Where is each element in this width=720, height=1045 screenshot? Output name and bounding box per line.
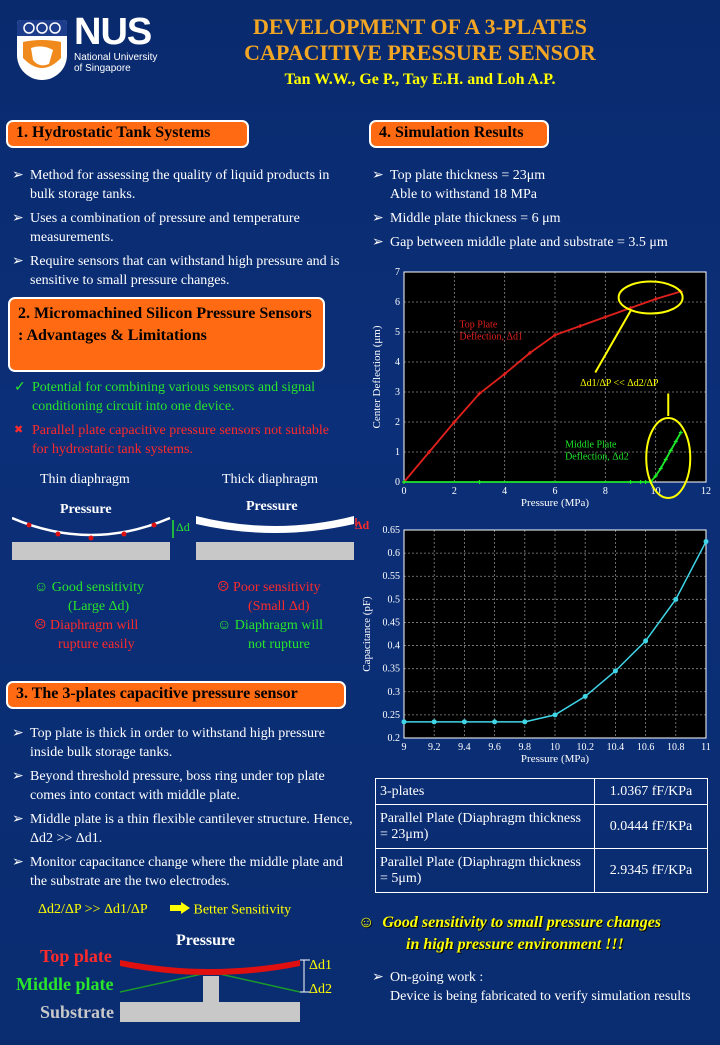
arrow-bullet-icon: ➢	[12, 855, 24, 870]
thick-diaphragm-diagram	[196, 498, 376, 562]
arrow-bullet-icon: ➢	[372, 168, 384, 183]
table-cell-value: 0.0444 fF/KPa	[595, 805, 708, 849]
bullet-text-2: Able to withstand 18 MPa	[390, 187, 537, 202]
data-point	[553, 712, 558, 717]
check-icon: ✓	[14, 380, 26, 395]
title-line-1: DEVELOPMENT OF A 3-PLATES	[253, 14, 587, 39]
y-tick-label: 0.4	[387, 640, 400, 652]
table-row	[376, 779, 708, 805]
ongoing-title: On-going work :	[390, 970, 484, 985]
ratio-statement: Δd2/ΔP >> Δd1/ΔP	[38, 902, 148, 917]
arrow-bullet-icon: ➢	[12, 211, 24, 226]
thick-diaphragm-cons	[217, 578, 321, 616]
middle-plate-label: Middle plate	[16, 974, 114, 994]
thick-con-line-1: ☹ Poor sensitivity	[217, 580, 321, 595]
arrow-bullet-icon: ➢	[12, 168, 24, 183]
y-tick-label: 0.3	[387, 686, 400, 698]
advantage-text: Potential for combining various sensors and signal conditioning circuit into one device.	[32, 380, 316, 414]
arrow-bullet-icon: ➢	[12, 812, 24, 827]
y-tick-label: 7	[395, 267, 400, 278]
y-tick-label: 3	[395, 387, 400, 398]
data-point	[673, 597, 678, 602]
bullet-text: Uses a combination of pressure and temperature measurements.	[30, 211, 300, 245]
y-tick-label: 0.55	[382, 571, 400, 583]
thin-diaphragm-cons	[34, 616, 138, 654]
table-row	[376, 805, 708, 849]
section-3-title: 3. The 3-plates capacitive pressure sensor	[6, 681, 346, 709]
x-tick-label: 6	[552, 486, 558, 497]
poster-title	[180, 14, 660, 66]
y-tick-label: 1	[395, 447, 400, 458]
thick-pro-line-2: not rupture	[248, 637, 310, 652]
x-tick-label: 10.6	[636, 742, 655, 753]
capacitance-chart	[358, 522, 714, 770]
y-tick-label: 0	[395, 477, 400, 488]
top-plate-annotation-2: Deflection, Δd1	[459, 331, 524, 343]
bullet	[12, 810, 357, 848]
bullet	[372, 209, 717, 228]
y-tick-label: 0.2	[387, 733, 400, 744]
y-axis-label: Center Deflection (μm)	[371, 325, 383, 429]
thick-con-line-2: (Small Δd)	[248, 599, 310, 614]
bullet-text: Require sensors that can withstand high pressure and is sensitive to small pressure changes.	[30, 254, 340, 288]
bullet-text: Gap between middle plate and substrate = 3.5 μm	[390, 235, 668, 250]
deflection-chart	[366, 262, 716, 514]
pressure-label: Pressure	[246, 499, 298, 514]
thin-con-line-2: rupture easily	[58, 637, 135, 652]
nus-crest-logo	[17, 20, 67, 80]
x-tick-label: 9.2	[427, 742, 441, 753]
y-tick-label: 0.6	[387, 548, 400, 560]
section-3-bullets	[12, 724, 357, 896]
x-tick-label: 10.4	[606, 742, 625, 753]
authors: Tan W.W., Ge P., Tay E.H. and Loh A.P.	[284, 71, 556, 88]
data-point	[432, 719, 437, 724]
data-point	[643, 638, 648, 643]
table-cell-value: 1.0367 fF/KPa	[595, 779, 708, 805]
data-point	[704, 539, 709, 544]
top-plate-annotation-1: Top Plate	[459, 319, 498, 331]
x-tick-label: 10	[550, 742, 560, 753]
table-cell-label: Parallel Plate (Diaphragm thickness = 5μm)	[376, 849, 595, 893]
thin-diaphragm-pros	[34, 578, 144, 616]
y-tick-label: 0.65	[382, 525, 400, 536]
x-tick-label: 10.8	[667, 742, 685, 753]
section-4-bullets	[372, 166, 717, 257]
y-tick-label: 6	[395, 297, 400, 308]
title-line-2: CAPACITIVE PRESSURE SENSOR	[244, 40, 596, 65]
three-plate-diagram	[0, 930, 360, 1040]
ratio-annotation: Δd1/ΔP << Δd2/ΔP	[580, 378, 659, 389]
arrow-bullet-icon: ➢	[372, 211, 384, 226]
ongoing-work	[372, 968, 712, 1011]
table-cell-label: 3-plates	[376, 779, 595, 805]
logo-name: NUS	[74, 11, 152, 53]
data-point	[613, 668, 618, 673]
sensitivity-table	[375, 778, 708, 893]
thick-diaphragm-pros	[217, 616, 323, 654]
y-tick-label: 0.25	[382, 709, 400, 721]
bullet	[372, 166, 717, 204]
thin-diaphragm-label: Thin diaphragm	[40, 472, 130, 487]
y-axis-label: Capacitance (pF)	[361, 596, 373, 672]
delta-d1-label: Δd1	[309, 958, 333, 973]
arrow-bullet-icon: ➢	[12, 769, 24, 784]
x-tick-label: 10.2	[576, 742, 594, 753]
x-tick-label: 10	[650, 486, 661, 497]
delta-d2-label: Δd2	[309, 982, 333, 997]
x-tick-label: 9	[401, 742, 407, 753]
better-sensitivity	[170, 902, 291, 919]
x-axis-label: Pressure (MPa)	[520, 753, 590, 765]
x-axis-label: Pressure (MPa)	[520, 497, 590, 509]
x-tick-label: 9.8	[518, 742, 532, 753]
x-tick-label: 12	[701, 486, 711, 497]
section-4-title: 4. Simulation Results	[369, 120, 549, 148]
thin-pro-line-2: (Large Δd)	[68, 599, 130, 614]
top-plate-label: Top plate	[40, 946, 112, 966]
y-tick-label: 4	[395, 357, 400, 368]
section-2-title: 2. Micromachined Silicon Pressure Sensors : Advantages & Limitations	[8, 297, 325, 372]
bullet-text: Top plate is thick in order to withstand high pressure inside bulk storage tanks.	[30, 726, 325, 760]
data-point	[462, 719, 467, 724]
data-point	[522, 719, 527, 724]
right-arrow-icon	[170, 902, 190, 919]
bullet-text: Middle plate is a thin flexible cantilever structure. Hence, Δd2 >> Δd1.	[30, 812, 353, 846]
x-tick-label: 4	[502, 486, 508, 497]
thin-pro-line-1: ☺ Good sensitivity	[34, 580, 144, 595]
pressure-label: Pressure	[60, 502, 112, 517]
bullet-text: Beyond threshold pressure, boss ring under top plate comes into contact with middle plate.	[30, 769, 325, 803]
bullet	[372, 968, 712, 1006]
thick-diaphragm-label: Thick diaphragm	[222, 472, 319, 487]
y-tick-label: 0.45	[382, 617, 400, 629]
x-tick-label: 9.6	[488, 742, 501, 753]
arrow-bullet-icon: ➢	[12, 726, 24, 741]
better-sensitivity-text: Better Sensitivity	[193, 902, 292, 918]
arrow-bullet-icon: ➢	[12, 254, 24, 269]
thin-diaphragm-diagram	[12, 500, 192, 562]
pressure-label: Pressure	[176, 932, 235, 949]
y-tick-label: 0.35	[382, 663, 400, 675]
table-row	[376, 849, 708, 893]
advantage-item	[14, 378, 344, 416]
y-tick-label: 5	[395, 327, 400, 338]
limitation-item	[14, 421, 344, 459]
bullet	[12, 252, 352, 290]
cross-icon: ✖	[14, 424, 24, 436]
logo-sub-2: of Singapore	[74, 63, 131, 74]
section-2-points	[14, 378, 344, 464]
table-cell-value: 2.9345 fF/KPa	[595, 849, 708, 893]
bullet-text: Middle plate thickness = 6 μm	[390, 211, 561, 226]
thin-con-line-1: ☹ Diaphragm will	[34, 618, 139, 633]
bullet	[12, 724, 357, 762]
data-point	[492, 719, 497, 724]
middle-plate-annotation-2: Deflection, Δd2	[565, 451, 629, 463]
bullet-text: Method for assessing the quality of liquid products in bulk storage tanks.	[30, 168, 330, 202]
bullet	[372, 233, 717, 252]
delta-d-label: Δd	[176, 520, 190, 534]
x-tick-label: 8	[602, 486, 608, 497]
bullet	[12, 166, 352, 204]
bullet-text: Top plate thickness = 23μm	[390, 168, 546, 183]
bullet	[12, 853, 357, 891]
bullet-text: Monitor capacitance change where the middle plate and the substrate are the two electrodes.	[30, 855, 343, 889]
data-point	[583, 694, 588, 699]
data-point	[402, 719, 407, 724]
limitation-text: Parallel plate capacitive pressure sensors not suitable for hydrostatic tank systems.	[32, 423, 330, 457]
middle-plate-annotation-1: Middle Plate	[565, 439, 617, 451]
conclusion-line-2: in high pressure environment !!!	[406, 936, 624, 953]
x-tick-label: 9.4	[458, 742, 471, 753]
bullet	[12, 767, 357, 805]
ongoing-text: Device is being fabricated to verify simulation results	[390, 989, 691, 1004]
section-1-title: 1. Hydrostatic Tank Systems	[6, 120, 249, 148]
section-1-bullets	[12, 166, 352, 295]
conclusion-line-1: Good sensitivity to small pressure changes	[382, 914, 662, 931]
delta-d-label: Δd	[355, 518, 370, 532]
arrow-bullet-icon: ➢	[372, 970, 384, 985]
x-tick-label: 0	[401, 486, 407, 497]
x-tick-label: 11	[701, 742, 711, 753]
thick-pro-line-1: ☺ Diaphragm will	[217, 618, 324, 633]
table-cell-label: Parallel Plate (Diaphragm thickness = 23μm)	[376, 805, 595, 849]
x-tick-label: 2	[451, 486, 457, 497]
arrow-bullet-icon: ➢	[372, 235, 384, 250]
y-tick-label: 2	[395, 417, 400, 428]
logo-sub-1: National University	[74, 52, 158, 63]
bullet	[12, 209, 352, 247]
substrate-label: Substrate	[40, 1002, 115, 1022]
nus-wordmark	[74, 12, 157, 74]
conclusion	[358, 912, 718, 956]
y-tick-label: 0.5	[387, 594, 400, 606]
smiley-icon: ☺	[358, 914, 375, 931]
